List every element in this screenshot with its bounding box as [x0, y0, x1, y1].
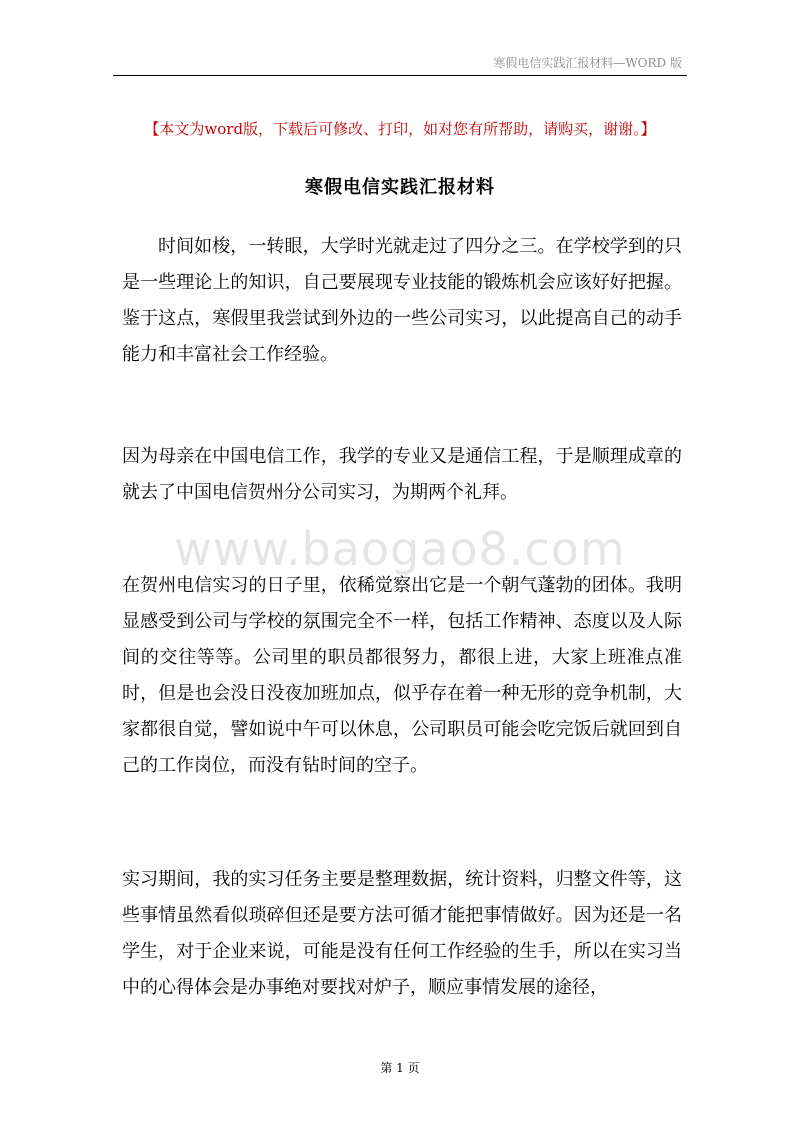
paragraph-intro: 时间如梭，一转眼，大学时光就走过了四分之三。在学校学到的只是一些理论上的知识，自己要展现专业技能的锻炼机会应该好好把握。鉴于这点，寒假里我尝试到外边的一些公司实习，以此提高自己的动手能力和丰富社会工作经验。 — [122, 236, 682, 365]
document-title: 寒假电信实践汇报材料 — [305, 177, 495, 198]
watermark: www.baogao8.com — [174, 522, 626, 576]
download-notice: 【本文为word版，下载后可修改、打印，如对您有所帮助，请购买，谢谢。】 — [144, 120, 656, 138]
paragraph-company-atmosphere: 在贺州电信实习的日子里，依稀觉察出它是一个朝气蓬勃的团体。我明显感受到公司与学校的氛围完全不一样，包括工作精神、态度以及人际间的交往等等。公司里的职员都很努力，都很上进，大家上班准点准时，但是也会没日没夜加班加点，似乎存在着一种无形的竞争机制，大家都很自觉，譬如说中午可以休息，公司职员可能会吃完饭后就回到自己的工作岗位，而没有钻时间的空子。 — [122, 575, 682, 776]
page-number: 第 1 页 — [380, 1061, 420, 1075]
paragraph-internship-tasks: 实习期间，我的实习任务主要是整理数据，统计资料，归整文件等，这些事情虽然看似琐碎但还是要方法可循才能把事情做好。因为还是一名学生，对于企业来说，可能是没有任何工作经验的生手，所以在实习当中的心得体会是办事绝对要找对炉子，顺应事情发展的途径， — [122, 869, 682, 998]
running-header: 寒假电信实践汇报材料—WORD 版 — [493, 56, 682, 70]
paragraph-background: 因为母亲在中国电信工作，我学的专业又是通信工程，于是顺理成章的就去了中国电信贺州分公司实习，为期两个礼拜。 — [122, 446, 682, 503]
header-divider — [113, 75, 687, 76]
